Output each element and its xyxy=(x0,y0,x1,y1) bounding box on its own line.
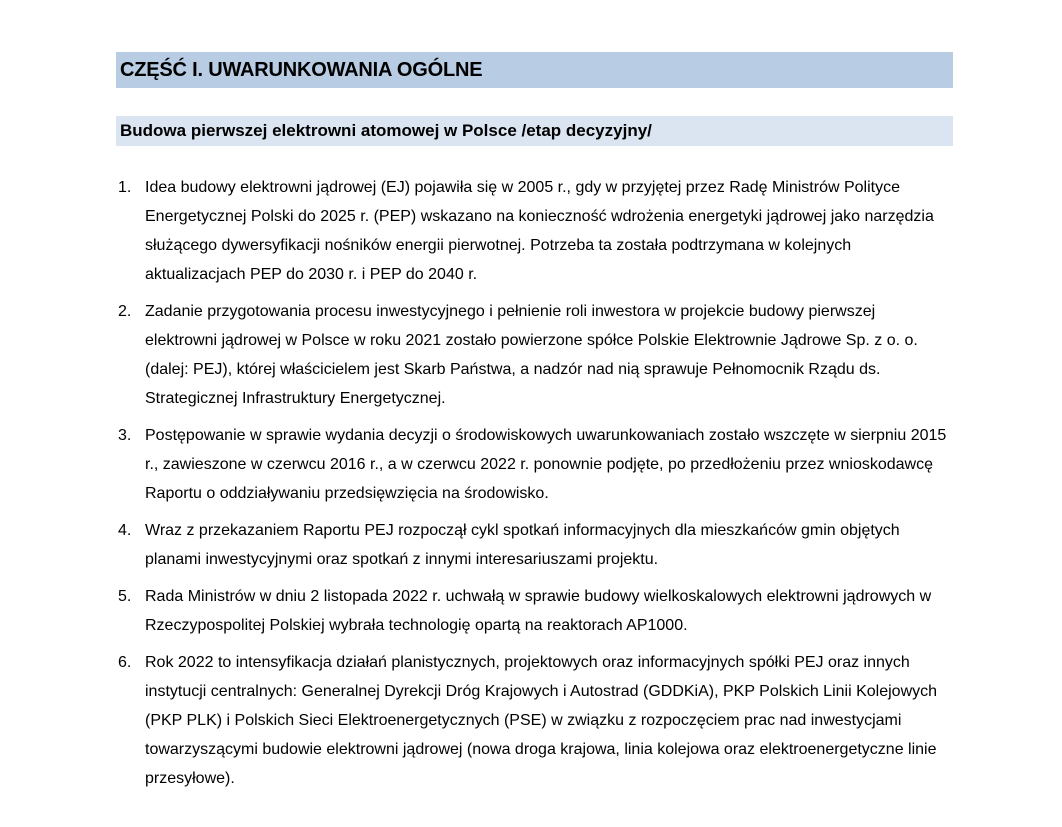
list-item xyxy=(118,516,948,574)
list-item-number: 5. xyxy=(118,588,132,605)
list-item-text: Postępowanie w sprawie wydania decyzji o środowiskowych uwarunkowaniach zostało wszczęte w sierpniu 2015 r., zawieszone w czerwcu 2016 r., a w czerwcu 2022 r. ponownie podjęte, po przedłożeniu przez wnioskodawcę Raportu o oddziaływaniu przedsięwzięcia na środowisko. xyxy=(145,427,947,502)
numbered-list xyxy=(118,173,948,801)
list-item xyxy=(118,648,948,793)
list-item xyxy=(118,173,948,289)
list-item xyxy=(118,421,948,508)
section-heading: Budowa pierwszej elektrowni atomowej w Polsce /etap decyzyjny/ xyxy=(116,116,953,146)
list-item-text: Wraz z przekazaniem Raportu PEJ rozpoczął cykl spotkań informacyjnych dla mieszkańców gmin objętych planami inwestycyjnymi oraz spotkań z innymi interesariuszami projektu. xyxy=(145,522,900,568)
list-item-number: 2. xyxy=(118,303,132,320)
list-item-text: Idea budowy elektrowni jądrowej (EJ) pojawiła się w 2005 r., gdy w przyjętej przez Radę Ministrów Polityce Energetycznej Polski do 2025 r. (PEP) wskazano na konieczność wdrożenia energetyki jądrowej jako narzędzia służącego dywersyfikacji nośników energii pierwotnej. Potrzeba ta została podtrzymana w kolejnych aktualizacjach PEP do 2030 r. i PEP do 2040 r. xyxy=(145,179,934,283)
list-item-number: 4. xyxy=(118,522,132,539)
list-item-text: Rada Ministrów w dniu 2 listopada 2022 r. uchwałą w sprawie budowy wielkoskalowych elektrowni jądrowych w Rzeczypospolitej Polskiej wybrała technologię opartą na reaktorach AP1000. xyxy=(145,588,932,634)
list-item-number: 1. xyxy=(118,179,132,196)
list-item-number: 6. xyxy=(118,654,132,671)
part-heading: CZĘŚĆ I. UWARUNKOWANIA OGÓLNE xyxy=(116,52,953,88)
list-item-number: 3. xyxy=(118,427,132,444)
list-item-text: Rok 2022 to intensyfikacja działań planistycznych, projektowych oraz informacyjnych spółki PEJ oraz innych instytucji centralnych: Generalnej Dyrekcji Dróg Krajowych i Autostrad (GDDKiA), PKP Polskich Linii Kolejowych (PKP PLK) i Polskich Sieci Elektroenergetycznych (PSE) w związku z rozpoczęciem prac nad inwestycjami towarzyszącymi budowie elektrowni jądrowej (nowa droga krajowa, linia kolejowa oraz elektroenergetyczne linie przesyłowe). xyxy=(145,654,938,787)
list-item xyxy=(118,582,948,640)
list-item xyxy=(118,297,948,413)
list-item-text: Zadanie przygotowania procesu inwestycyjnego i pełnienie roli inwestora w projekcie budowy pierwszej elektrowni jądrowej w Polsce w roku 2021 zostało powierzone spółce Polskie Elektrownie Jądrowe Sp. z o. o. (dalej: PEJ), której właścicielem jest Skarb Państwa, a nadzór nad nią sprawuje Pełnomocnik Rządu ds. Strategicznej Infrastruktury Energetycznej. xyxy=(145,303,918,407)
